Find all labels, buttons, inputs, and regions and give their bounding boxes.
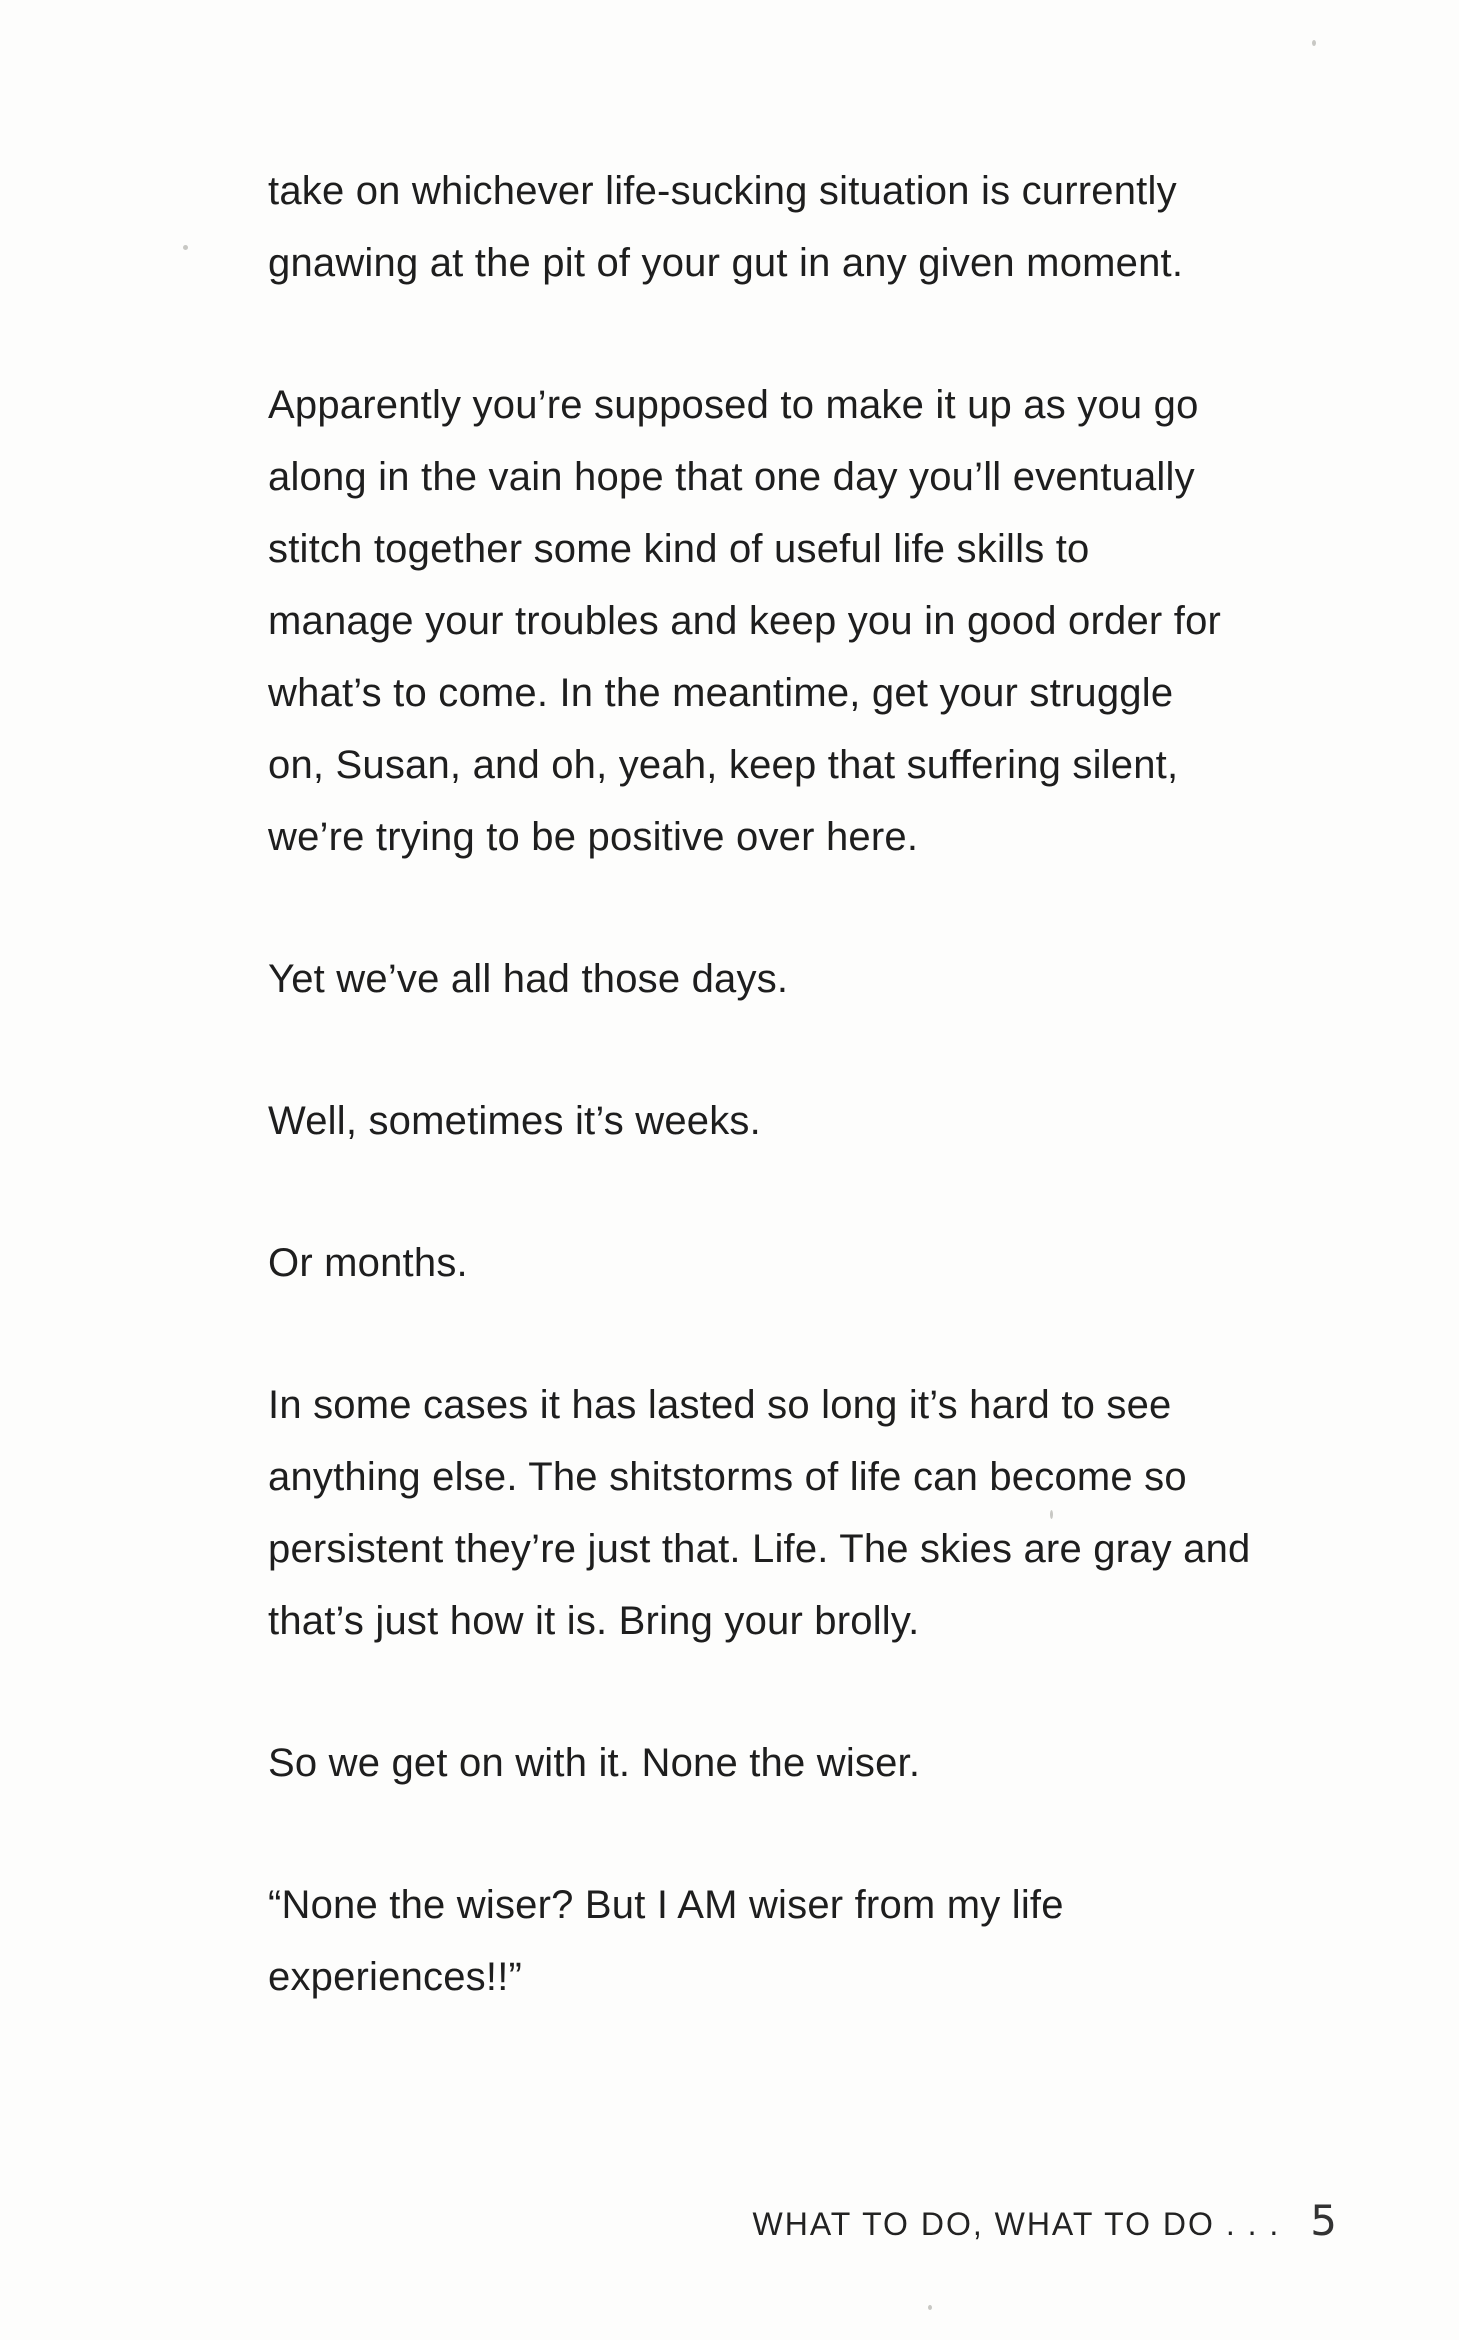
paragraph: [268, 369, 1308, 873]
text-line: on, Susan, and oh, yeah, keep that suffering silent,: [268, 743, 1179, 787]
text-line: take on whichever life-sucking situation is currently: [268, 169, 1177, 213]
scan-speck: [1050, 1510, 1053, 1519]
text-line: Apparently you’re supposed to make it up as you go: [268, 383, 1199, 427]
paragraph: [268, 155, 1308, 299]
body-text: [268, 155, 1308, 2083]
text-line: stitch together some kind of useful life skills to: [268, 527, 1090, 571]
paragraph: [268, 1727, 1308, 1799]
running-head: WHAT TO DO, WHAT TO DO . . .: [752, 2206, 1281, 2242]
text-line: Well, sometimes it’s weeks.: [268, 1099, 761, 1143]
text-line: So we get on with it. None the wiser.: [268, 1741, 921, 1785]
page-number: 5: [1310, 2196, 1337, 2245]
text-line: persistent they’re just that. Life. The skies are gray and: [268, 1527, 1251, 1571]
text-line: anything else. The shitstorms of life can become so: [268, 1455, 1187, 1499]
text-line: Or months.: [268, 1241, 468, 1285]
paragraph: [268, 1085, 1308, 1157]
scan-speck: [928, 2305, 932, 2310]
text-line: experiences!!”: [268, 1955, 523, 1999]
text-line: what’s to come. In the meantime, get your struggle: [268, 671, 1174, 715]
text-line: Yet we’ve all had those days.: [268, 957, 789, 1001]
page-footer: [753, 2196, 1337, 2252]
scan-speck: [183, 245, 188, 250]
paragraph: [268, 943, 1308, 1015]
scan-speck: [1312, 40, 1316, 46]
text-line: “None the wiser? But I AM wiser from my life: [268, 1883, 1064, 1927]
paragraph: [268, 1227, 1308, 1299]
text-line: gnawing at the pit of your gut in any given moment.: [268, 241, 1184, 285]
text-line: that’s just how it is. Bring your brolly.: [268, 1599, 920, 1643]
text-line: along in the vain hope that one day you’ll eventually: [268, 455, 1195, 499]
paragraph: [268, 1869, 1308, 2013]
text-line: manage your troubles and keep you in good order for: [268, 599, 1222, 643]
paragraph: [268, 1369, 1308, 1657]
text-line: In some cases it has lasted so long it’s hard to see: [268, 1383, 1172, 1427]
text-line: we’re trying to be positive over here.: [268, 815, 919, 859]
